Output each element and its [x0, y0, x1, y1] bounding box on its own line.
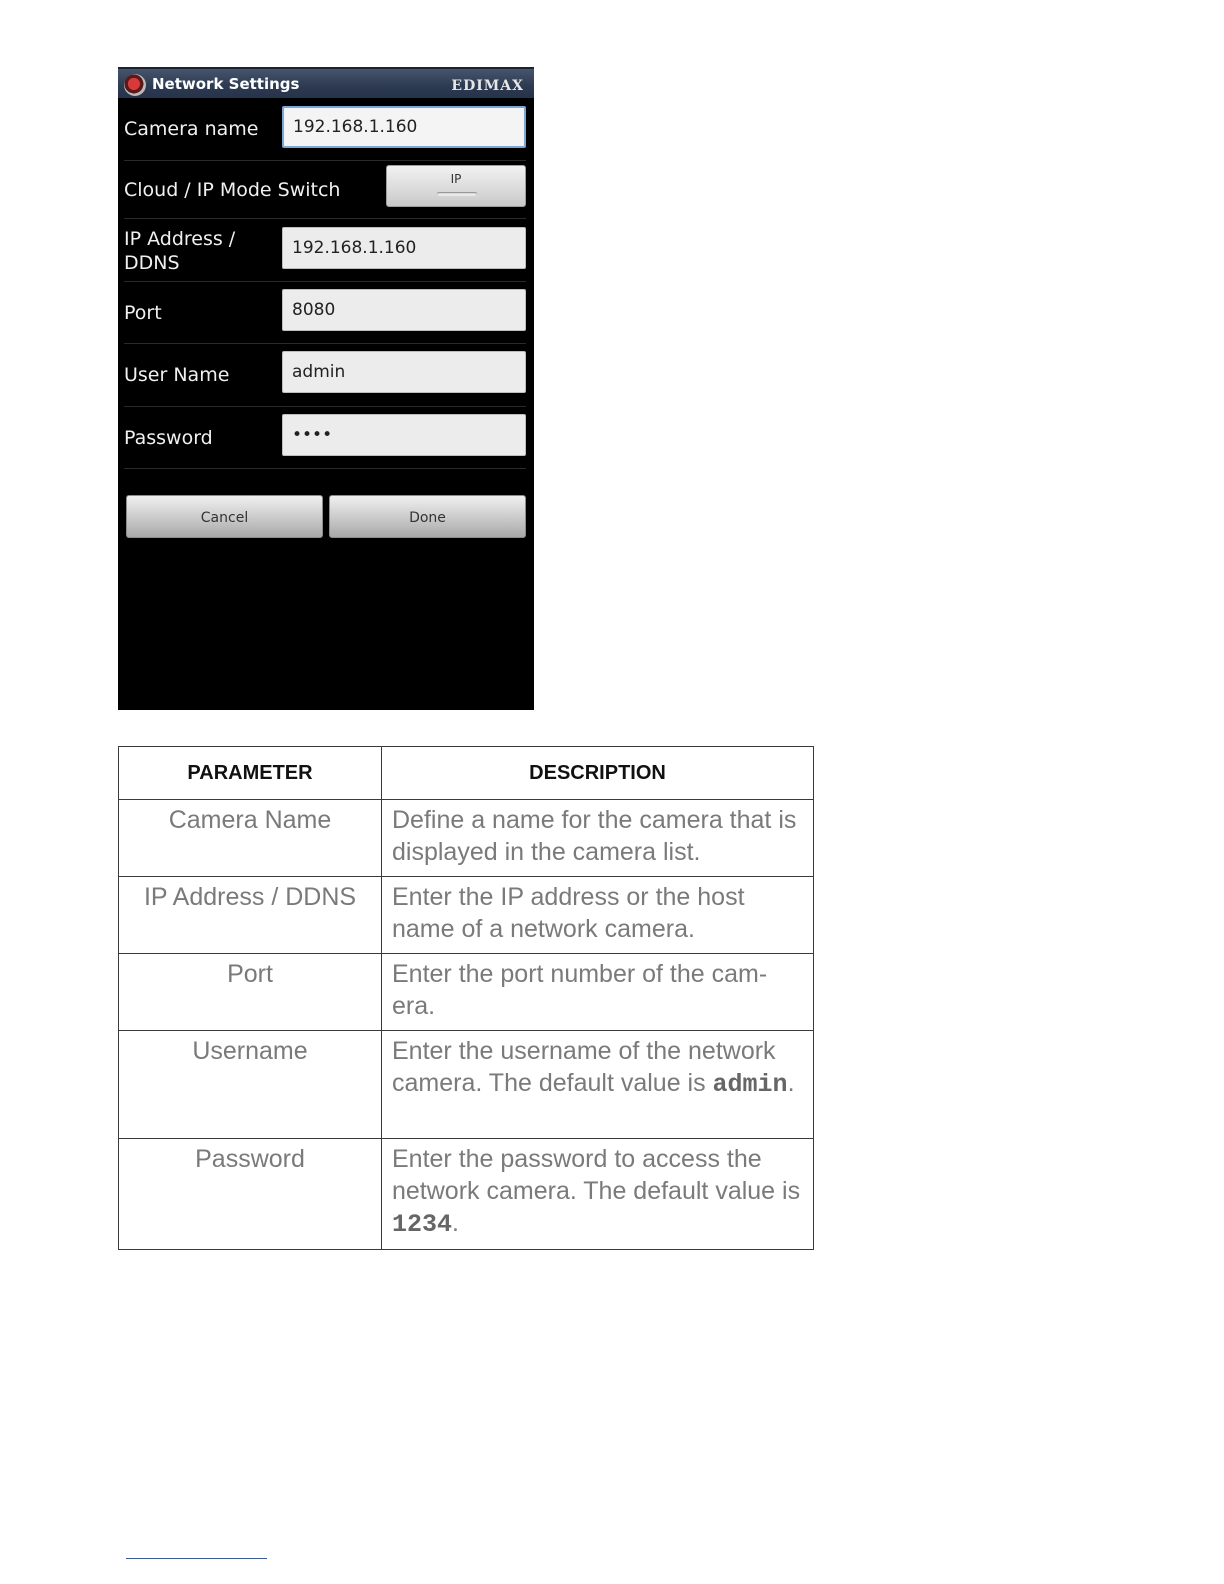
camera-name-row [118, 98, 534, 161]
parameter-cell: Username [119, 1031, 382, 1139]
description-cell [382, 1139, 814, 1250]
table-row [119, 1139, 814, 1250]
ip-address-input[interactable] [282, 227, 526, 269]
description-cell: Enter the IP address or the host name of a network camera. [382, 877, 814, 954]
mode-switch-label: Cloud / IP Mode Switch [124, 179, 341, 201]
row-divider [124, 468, 526, 469]
cloud-ip-mode-switch[interactable] [386, 165, 526, 207]
table-row [119, 1031, 814, 1139]
parameter-table [118, 746, 814, 1250]
title-bar [118, 67, 534, 98]
parameter-cell: Port [119, 954, 382, 1031]
parameter-cell: Camera Name [119, 800, 382, 877]
table-row [119, 800, 814, 877]
description-column-header: DESCRIPTION [382, 747, 814, 800]
row-divider [124, 343, 526, 344]
description-text: Enter the username of the network camera. The default value is [392, 1037, 776, 1097]
port-input[interactable] [282, 289, 526, 331]
row-divider [124, 281, 526, 282]
port-label: Port [124, 302, 162, 324]
row-divider [124, 160, 526, 161]
parameter-column-header: PARAMETER [119, 747, 382, 800]
row-divider [124, 406, 526, 407]
switch-state-label: IP [450, 172, 462, 186]
description-cell: Enter the port number of the cam-era. [382, 954, 814, 1031]
table-row [119, 954, 814, 1031]
password-label: Password [124, 427, 213, 449]
ip-address-label-line2: DDNS [124, 252, 180, 274]
edimax-logo: EDIMAX [451, 78, 524, 94]
user-name-input[interactable] [282, 351, 526, 393]
parameter-cell: Password [119, 1139, 382, 1250]
description-suffix: . [787, 1069, 795, 1097]
default-value: 1234 [392, 1210, 453, 1239]
ip-address-label-line1: IP Address / [124, 228, 236, 250]
camera-app-icon [124, 74, 146, 96]
default-value: admin [712, 1070, 788, 1099]
table-row [119, 877, 814, 954]
network-settings-screenshot [118, 67, 534, 710]
camera-name-label: Camera name [124, 118, 259, 140]
password-input[interactable] [282, 414, 526, 456]
switch-indicator [437, 192, 477, 196]
user-name-label: User Name [124, 364, 230, 386]
camera-name-input[interactable] [282, 106, 526, 148]
done-button[interactable]: Done [329, 495, 526, 538]
description-suffix: . [452, 1209, 459, 1237]
cancel-button[interactable]: Cancel [126, 495, 323, 538]
description-text: Enter the password to access the network camera. The default value is [392, 1145, 801, 1205]
footnote-divider [126, 1558, 267, 1559]
description-cell [382, 1031, 814, 1139]
page-title: Network Settings [152, 75, 300, 93]
parameter-cell: IP Address / DDNS [119, 877, 382, 954]
table-header-row [119, 747, 814, 800]
description-cell: Define a name for the camera that is displayed in the camera list. [382, 800, 814, 877]
row-divider [124, 218, 526, 219]
